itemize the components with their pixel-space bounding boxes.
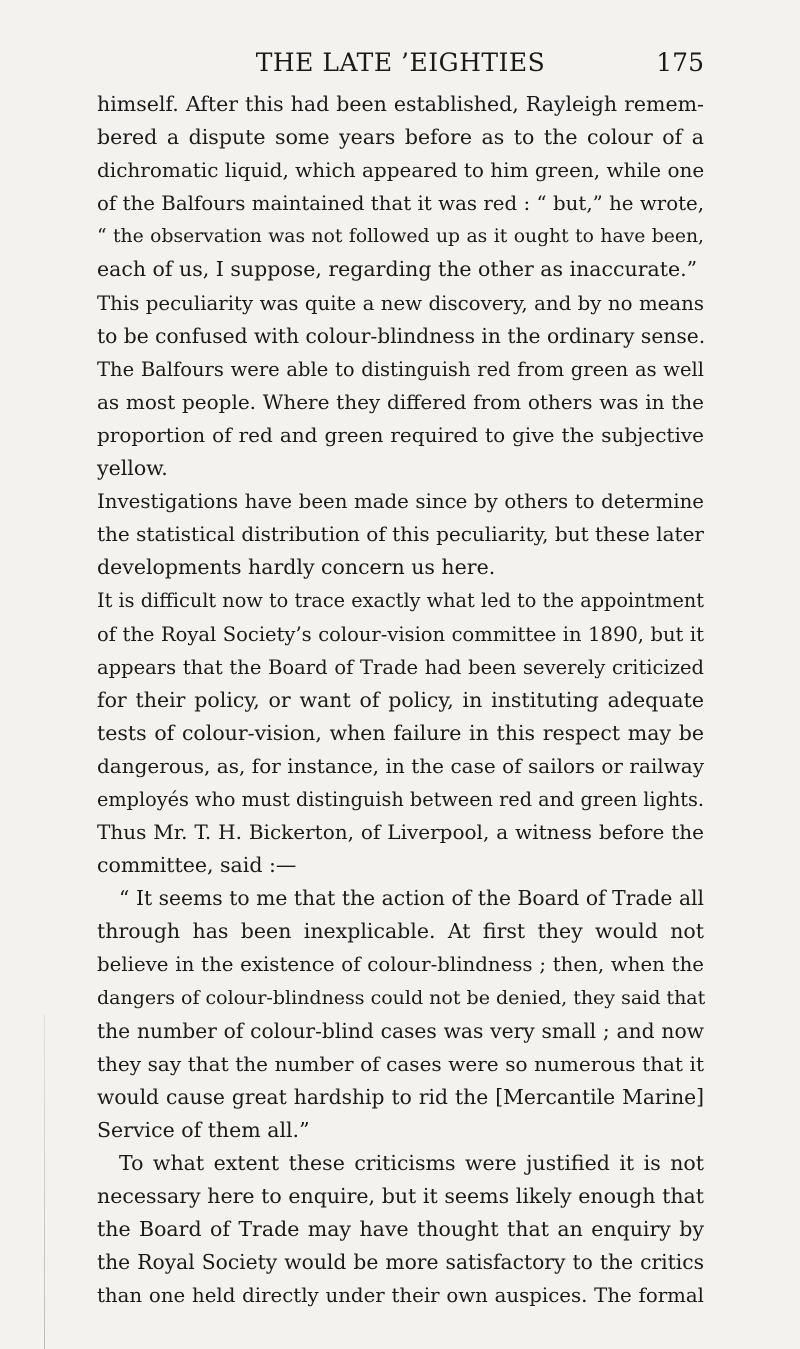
text-line: dangers of colour-blindness could not be denied, they said that [97, 986, 706, 1009]
text-line: This peculiarity was quite a new discovery, and by no means [97, 291, 704, 315]
binding-shadow [44, 1015, 45, 1349]
text-line: through has been inexplicable. At first they would not [97, 919, 704, 944]
body-text [97, 88, 704, 1312]
text-line: believe in the existence of colour-blindness ; then, when the [97, 953, 704, 977]
text-line: the number of colour-blind cases was very small ; and now [97, 1018, 704, 1043]
text-line: developments hardly concern us here. [97, 555, 496, 580]
text-line: “ It seems to me that the action of the Board of Trade all [119, 886, 704, 911]
text-line: of the Royal Society’s colour-vision committee in 1890, but it [97, 622, 704, 646]
text-line: employés who must distinguish between red and green lights. [97, 787, 705, 811]
text-line: as most people. Where they differed from others was in the [97, 389, 704, 414]
text-line: Thus Mr. T. H. Bickerton, of Liverpool, a witness before the [97, 820, 704, 845]
text-line: dangerous, as, for instance, in the case of sailors or railway [97, 753, 704, 778]
text-line: Service of them all.” [97, 1117, 310, 1142]
text-line: Investigations have been made since by others to determine [97, 490, 704, 514]
text-line: proportion of red and green required to give the subjective [97, 422, 704, 447]
text-line: necessary here to enquire, but it seems likely enough that [97, 1184, 704, 1209]
text-line: appears that the Board of Trade had been severely criticized [97, 655, 704, 679]
text-line: The Balfours were able to distinguish red from green as well [97, 357, 704, 381]
text-line: the Board of Trade may have thought that an enquiry by [97, 1217, 704, 1242]
text-line: himself. After this had been established, Rayleigh remem- [97, 92, 704, 116]
text-line: the Royal Society would be more satisfactory to the critics [97, 1250, 704, 1275]
text-line: “ the observation was not followed up as it ought to have been, [97, 226, 704, 248]
text-line: than one held directly under their own auspices. The formal [97, 1284, 704, 1308]
text-line: To what extent these criticisms were justified it is not [119, 1151, 704, 1175]
text-line: yellow. [97, 456, 168, 481]
text-line: tests of colour-vision, when failure in this respect may be [97, 720, 704, 745]
running-head [97, 46, 704, 80]
text-line: committee, said :— [97, 853, 297, 878]
text-line: bered a dispute some years before as to the colour of a [97, 125, 704, 150]
text-line: the statistical distribution of this peculiarity, but these later [97, 522, 704, 547]
text-line: for their policy, or want of policy, in instituting adequate [97, 687, 704, 712]
text-line: to be confused with colour-blindness in the ordinary sense. [97, 323, 706, 348]
text-line: they say that the number of cases were so numerous that it [97, 1051, 704, 1076]
page-number: 175 [656, 48, 704, 77]
running-title: THE LATE ’EIGHTIES [255, 48, 546, 77]
text-line: dichromatic liquid, which appeared to him green, while one [97, 158, 705, 183]
text-line: of the Balfours maintained that it was red : “ but,” he wrote, [97, 192, 704, 216]
text-line: would cause great hardship to rid the [Mercantile Marine] [97, 1084, 704, 1109]
text-line: each of us, I suppose, regarding the other as inaccurate.” [97, 257, 698, 282]
text-line: It is difficult now to trace exactly what led to the appointment [97, 589, 704, 613]
